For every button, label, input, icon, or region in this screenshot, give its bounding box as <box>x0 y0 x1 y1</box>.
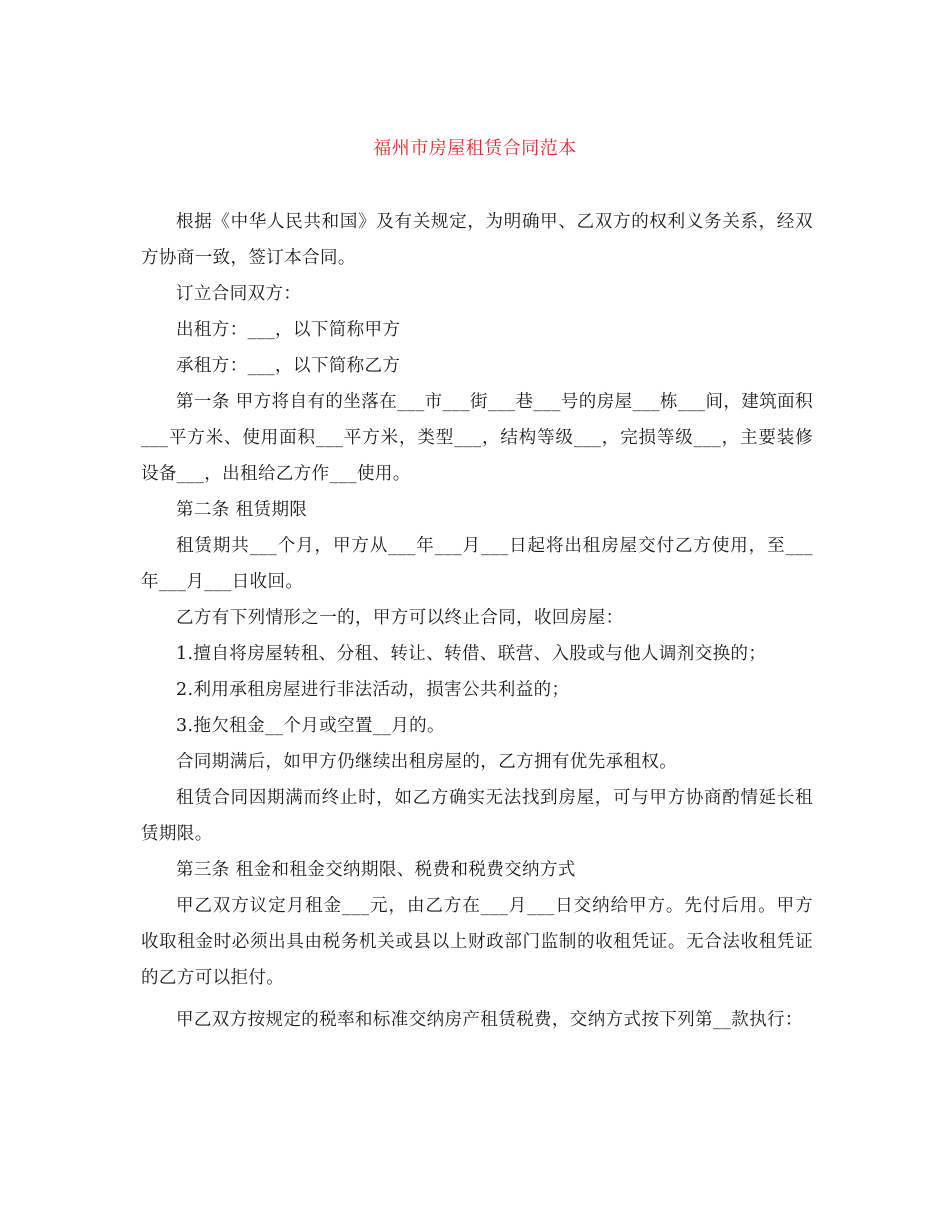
paragraph-lessee: 承租方：___，以下简称乙方 <box>176 356 401 376</box>
document-title: 福州市房屋租赁合同范本 <box>373 138 577 159</box>
paragraph-article-3-heading: 第三条 租金和租金交纳期限、税费和税费交纳方式 <box>176 860 576 880</box>
paragraph-lease-term: 租赁期共___个月，甲方从___年___月___日起将出租房屋交付乙方使用，至___年___月___日收回。 <box>141 536 813 592</box>
paragraph-termination-intro: 乙方有下列情形之一的，甲方可以终止合同，收回房屋： <box>176 608 624 628</box>
paragraph-article-2-heading: 第二条 租赁期限 <box>176 500 308 520</box>
paragraph-parties-heading: 订立合同双方： <box>176 284 302 304</box>
paragraph-article-1: 第一条 甲方将自有的坐落在___市___街___巷___号的房屋___栋___间，建筑面积___平方米、使用面积___平方米，类型___，结构等级___，完损等级___，主要装修设备___，出租给乙方作___使用。 <box>141 392 813 484</box>
list-item-termination-1: 1.擅自将房屋转租、分租、转让、转借、联营、入股或与他人调剂交换的； <box>176 644 767 664</box>
paragraph-priority-right: 合同期满后，如甲方仍继续出租房屋的，乙方拥有优先承租权。 <box>176 752 678 772</box>
paragraph-extension: 租赁合同因期满而终止时，如乙方确实无法找到房屋，可与甲方协商酌情延长租赁期限。 <box>141 788 813 844</box>
list-item-termination-2: 2.利用承租房屋进行非法活动，损害公共利益的； <box>176 680 570 700</box>
paragraph-rent: 甲乙双方议定月租金___元，由乙方在___月___日交纳给甲方。先付后用。甲方收取租金时必须出具由税务机关或县以上财政部门监制的收租凭证。无合法收租凭证的乙方可以拒付。 <box>141 896 813 988</box>
paragraph-tax: 甲乙双方按规定的税率和标准交纳房产租赁税费，交纳方式按下列第__款执行： <box>176 1010 803 1030</box>
paragraph-lessor: 出租方：___，以下简称甲方 <box>176 320 401 340</box>
list-item-termination-3: 3.拖欠租金__个月或空置__月的。 <box>176 716 445 736</box>
document-body <box>141 204 813 1038</box>
paragraph-preamble: 根据《中华人民共和国》及有关规定，为明确甲、乙双方的权利义务关系，经双方协商一致，签订本合同。 <box>141 212 813 268</box>
